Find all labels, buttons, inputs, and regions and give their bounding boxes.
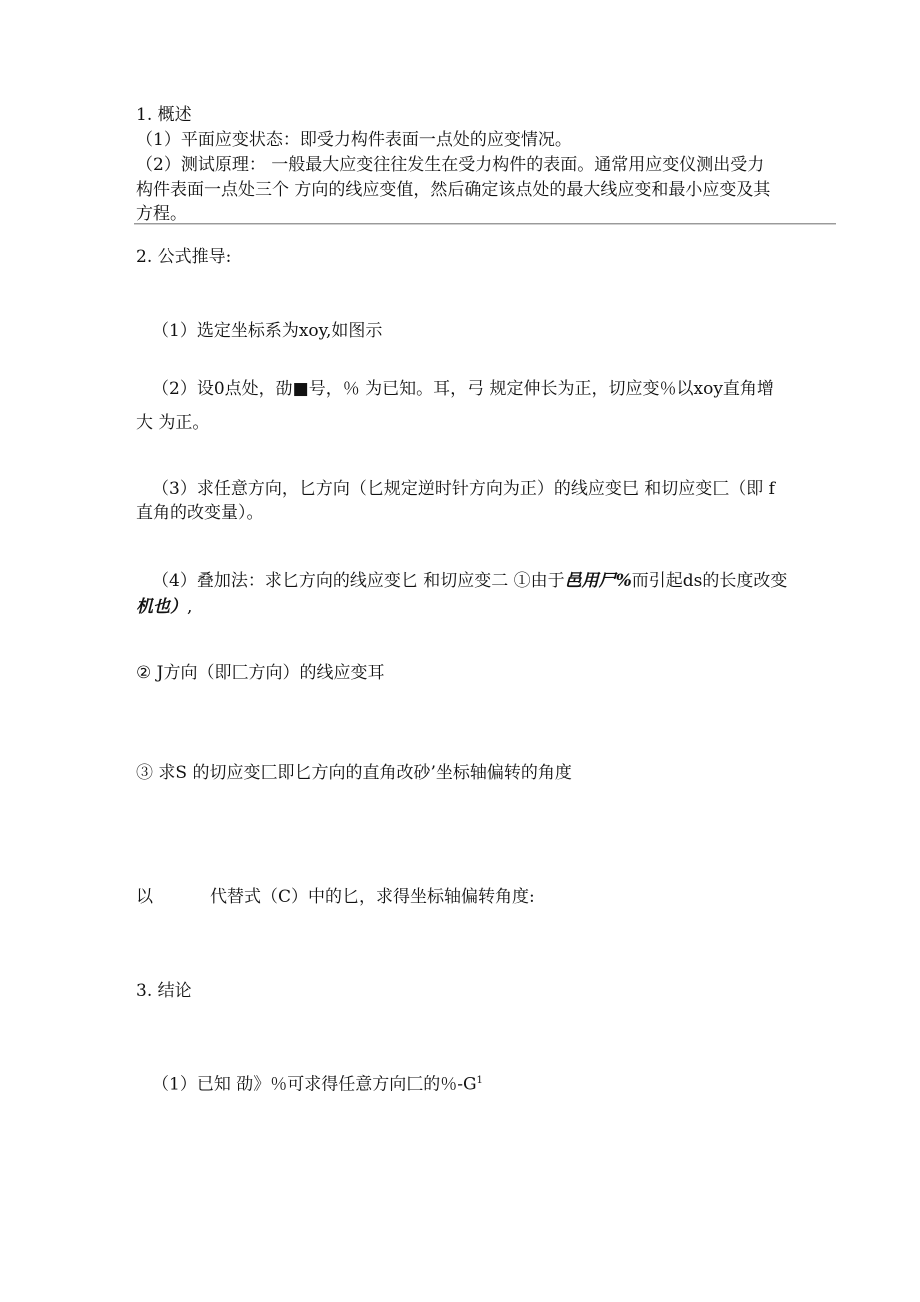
- step-4-comma: ,: [187, 597, 193, 617]
- section-1-heading: 1. 概述: [136, 105, 192, 125]
- derivation-item-3: ③ 求S 的切应变匚即匕方向的直角改砂’坐标轴偏转的角度: [136, 763, 572, 783]
- conclusion-1-superscript: 1: [476, 1075, 483, 1086]
- section-divider: [134, 223, 836, 225]
- substitute-prefix: 以: [136, 887, 153, 907]
- derivation-item-2: ② J方向（即匚方向）的线应变耳: [136, 663, 385, 683]
- overview-principle-line-2: 构件表面一点处三个 方向的线应变值，然后确定该点处的最大线应变和最小应变及其: [136, 180, 771, 200]
- derivation-step-2-line-2: 大 为正。: [136, 413, 210, 433]
- derivation-step-1: （1）选定坐标系为xoy,如图示: [152, 321, 383, 341]
- step-4-italic-line: 机也）: [136, 597, 187, 617]
- overview-principle-line-3: 方程。: [136, 204, 187, 224]
- derivation-step-3-line-1: （3）求任意方向，匕方向（匕规定逆时针方向为正）的线应变巳 和切应变匚（即 f: [152, 479, 775, 499]
- derivation-step-4-line-2: [136, 596, 192, 618]
- derivation-step-3-line-2: 直角的改变量）。: [136, 503, 264, 523]
- section-2-heading: 2. 公式推导:: [136, 247, 232, 267]
- step-4-text-a: （4）叠加法：求匕方向的线应变匕 和切应变二 ①由于: [152, 571, 565, 591]
- conclusion-1: [152, 1070, 483, 1096]
- section-3-heading: 3. 结论: [136, 981, 192, 1001]
- step-4-italic-text: 邑用尸%: [564, 571, 632, 591]
- derivation-step-4-line-1: [152, 570, 787, 592]
- substitute-statement: 代替式（C）中的匕，求得坐标轴偏转角度:: [210, 887, 535, 907]
- overview-principle-line-1: （2）测试原理： 一般最大应变往往发生在受力构件的表面。通常用应变仪测出受力: [136, 155, 765, 175]
- derivation-step-2-line-1: （2）设0点处，劭■号，％ 为已知。耳，弓 规定伸长为正，切应变％以xoy直角增: [152, 379, 774, 399]
- overview-plane-strain: （1）平面应变状态：即受力构件表面一点处的应变情况。: [136, 130, 572, 150]
- step-4-text-c: 而引起ds的长度改变: [631, 571, 788, 591]
- conclusion-1-text: （1）已知 劭》％可求得任意方向匚的％-G: [152, 1074, 477, 1095]
